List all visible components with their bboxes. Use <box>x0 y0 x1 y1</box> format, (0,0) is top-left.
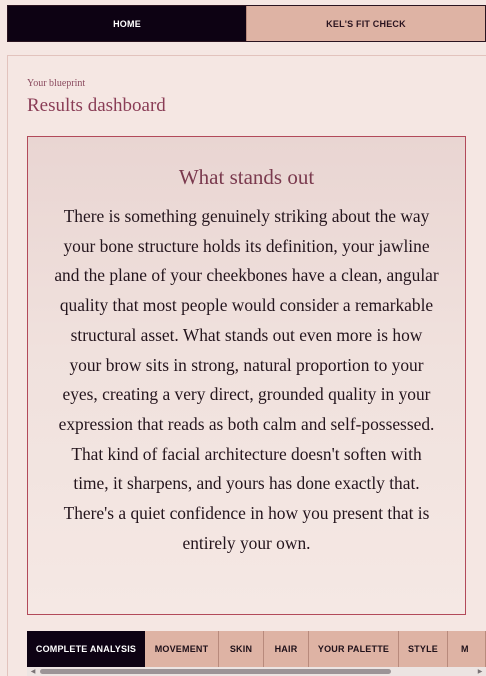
scroll-right-arrow-icon[interactable]: ▶ <box>477 668 483 675</box>
nav-tab-fit-check[interactable]: KEL'S FIT CHECK <box>246 6 485 41</box>
page-title: Results dashboard <box>27 95 166 116</box>
tab-your-palette[interactable]: YOUR PALETTE <box>309 631 399 667</box>
tab-hair[interactable]: HAIR <box>264 631 309 667</box>
top-navigation <box>7 5 486 42</box>
eyebrow-label: Your blueprint <box>27 78 86 89</box>
scroll-left-arrow-icon[interactable]: ◀ <box>30 668 36 675</box>
card-body-text: There is something genuinely striking about the way your bone structure holds its definition, your jawline and the plane of your cheekbones have a clean, angular quality that most people would consider a remarkable structural asset. What stands out even more is how your brow sits in strong, natural proportion to your eyes, creating a very direct, grounded quality in your expression that reads as both calm and self-possessed. That kind of facial architecture doesn't soften with time, it sharpens, and yours has done exactly that. There's a quiet confidence in how you present that is entirely your own. <box>54 206 439 553</box>
tab-movement[interactable]: MOVEMENT <box>145 631 219 667</box>
scrollbar-thumb[interactable] <box>40 669 391 674</box>
nav-tab-home[interactable]: HOME <box>8 6 246 41</box>
tab-complete-analysis[interactable]: COMPLETE ANALYSIS <box>27 631 145 667</box>
tab-style[interactable]: STYLE <box>399 631 448 667</box>
card-title: What stands out <box>178 165 315 189</box>
section-tab-bar <box>27 631 486 667</box>
tab-skin[interactable]: SKIN <box>219 631 264 667</box>
tab-more[interactable]: M <box>448 631 486 667</box>
horizontal-scrollbar[interactable] <box>27 667 486 676</box>
highlight-card <box>27 136 466 615</box>
